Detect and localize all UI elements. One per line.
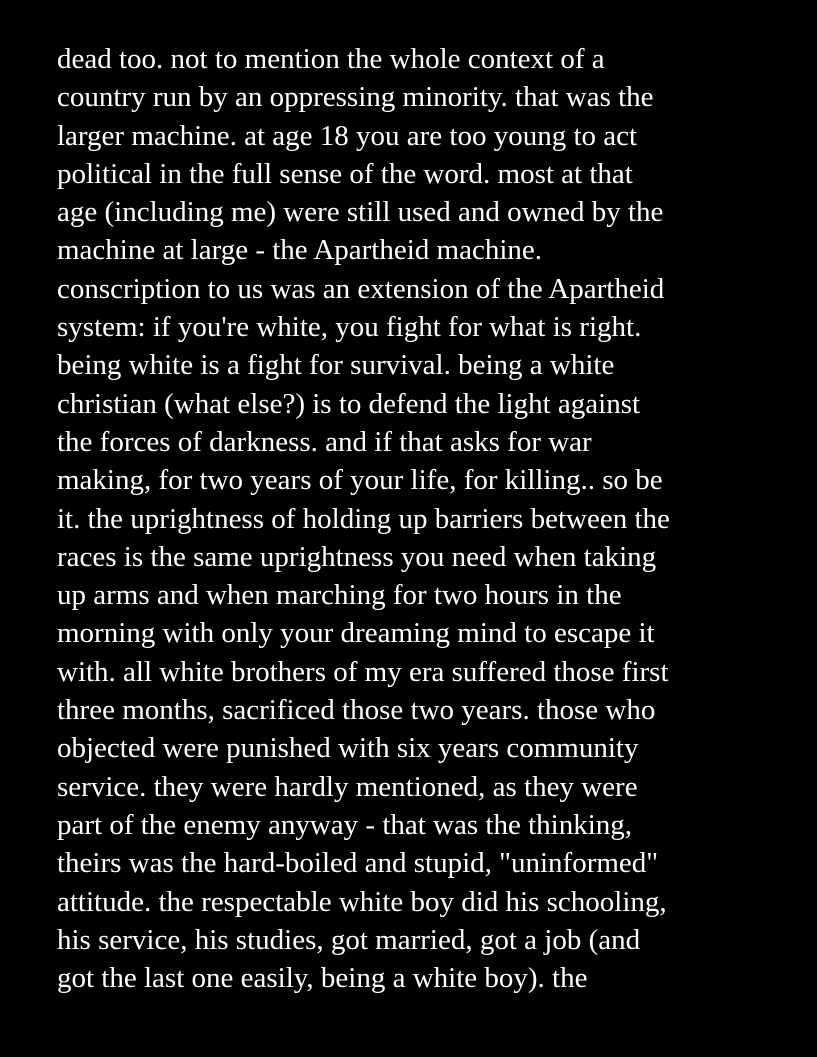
text-line: it. the uprightness of holding up barriers between the	[57, 502, 670, 535]
text-line: with. all white brothers of my era suffered those first	[57, 655, 669, 688]
text-line: machine at large - the Apartheid machine.	[57, 234, 543, 267]
text-line: dead too. not to mention the whole context of a	[57, 43, 605, 75]
text-line: up arms and when marching for two hours in the	[57, 579, 622, 612]
text-line: got the last one easily, being a white boy). the	[57, 962, 588, 995]
text-line: system: if you're white, you fight for what is right.	[57, 311, 642, 344]
text-line: conscription to us was an extension of the Apartheid	[57, 272, 665, 305]
text-line: theirs was the hard-boiled and stupid, "uninformed"	[57, 847, 659, 880]
text-line: his service, his studies, got married, got a job (and	[57, 923, 641, 956]
text-line: larger machine. at age 18 you are too young to act	[57, 119, 638, 152]
text-line: age (including me) were still used and owned by the	[57, 196, 664, 229]
text-line: morning with only your dreaming mind to escape it	[57, 617, 655, 650]
text-line: country run by an oppressing minority. that was the	[57, 81, 654, 114]
text-line: being white is a fight for survival. being a white	[57, 349, 615, 382]
text-line: part of the enemy anyway - that was the thinking,	[57, 808, 633, 841]
text-line: christian (what else?) is to defend the light against	[57, 387, 641, 420]
text-line: attitude. the respectable white boy did his schooling,	[57, 885, 667, 918]
body-text	[57, 40, 797, 997]
text-line: political in the full sense of the word. most at that	[57, 157, 633, 190]
text-line: races is the same uprightness you need when taking	[57, 540, 657, 573]
text-line: service. they were hardly mentioned, as they were	[57, 770, 638, 803]
text-line: the forces of darkness. and if that asks for war	[57, 425, 592, 458]
text-line: making, for two years of your life, for killing.. so be	[57, 464, 663, 497]
text-line: three months, sacrificed those two years. those who	[57, 694, 656, 727]
text-line: objected were punished with six years community	[57, 732, 639, 765]
